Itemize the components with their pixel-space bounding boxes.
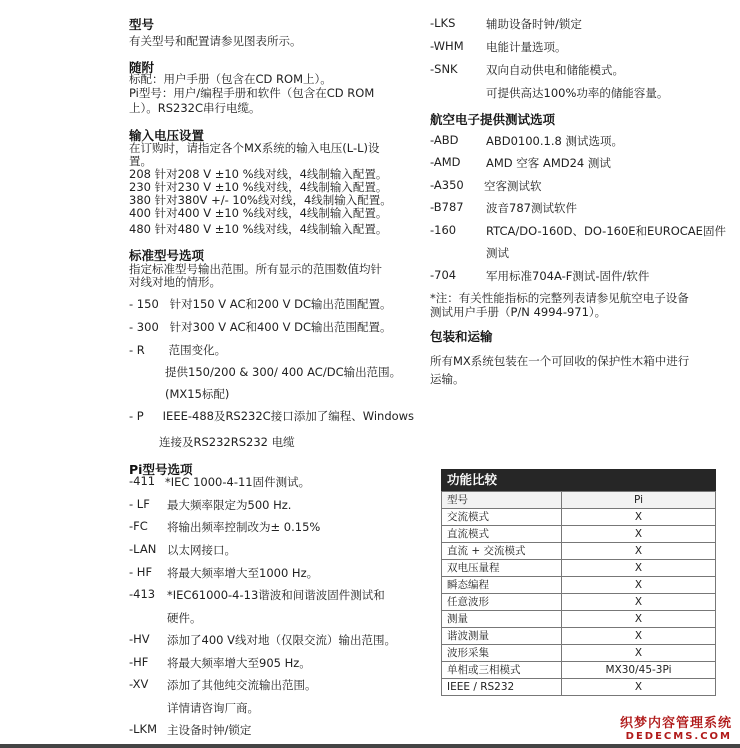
accessories-line-1: 标配：用户手册（包含在CD ROM上）。 bbox=[129, 72, 332, 86]
table-row bbox=[442, 679, 716, 696]
option-text: AMD 空客 AMD24 测试 bbox=[486, 156, 611, 170]
table-row bbox=[442, 543, 716, 560]
option-text: *IEC 1000-4-11固件测试。 bbox=[165, 475, 311, 489]
option-text: 将输出频率控制改为± 0.15% bbox=[167, 520, 321, 534]
watermark-line-1: 织梦内容管理系统 bbox=[619, 716, 732, 731]
table-row bbox=[442, 526, 716, 543]
pi-value-cell: X bbox=[562, 628, 716, 645]
feature-cell: 测量 bbox=[442, 611, 562, 628]
avionics-note-1: *注：有关性能指标的完整列表请参见航空电子设备 bbox=[430, 291, 689, 305]
pi-option-xv-detail: 详情请咨询厂商。 bbox=[167, 701, 259, 715]
pi-option-hv bbox=[129, 632, 396, 647]
pi-value-cell: X bbox=[562, 577, 716, 594]
pi-value-cell: X bbox=[562, 526, 716, 543]
option-text: 主设备时钟/锁定 bbox=[167, 723, 252, 737]
model-text: 有关型号和配置请参见图表所示。 bbox=[129, 34, 302, 48]
comparison-title: 功能比较 bbox=[441, 469, 716, 491]
option-text: *IEC61000-4-13谐波和间谐波固件测试和 bbox=[167, 588, 385, 602]
option-code: -413 bbox=[129, 587, 156, 601]
option-code: -WHM bbox=[430, 39, 464, 53]
option-code: -160 bbox=[430, 223, 457, 237]
feature-cell: 单相或三相模式 bbox=[442, 662, 562, 679]
option-code: - HF bbox=[129, 565, 153, 579]
input-voltage-line-2: 置。 bbox=[129, 154, 152, 168]
option-code: -LAN bbox=[129, 542, 157, 556]
option-text: 双向自动供电和储能模式。 bbox=[486, 63, 624, 77]
avionics-option-704 bbox=[430, 268, 650, 283]
feature-cell: 双电压量程 bbox=[442, 560, 562, 577]
comparison-grid bbox=[441, 491, 716, 696]
voltage-option-208: 208 针对208 V ±10 %线对线，4线制输入配置。 bbox=[129, 167, 388, 181]
avionics-option-b787 bbox=[430, 200, 577, 215]
packaging-line-2: 运输。 bbox=[430, 372, 465, 386]
header-cell-model: 型号 bbox=[442, 492, 562, 509]
standard-options-intro-1: 指定标准型号输出范围。所有显示的范围数值均针 bbox=[129, 262, 382, 276]
option-snk bbox=[430, 62, 624, 77]
option-code: -SNK bbox=[430, 62, 458, 76]
option-text: IEEE-488及RS232C接口添加了编程、Windows bbox=[162, 409, 415, 423]
pi-value-cell: X bbox=[562, 509, 716, 526]
pi-value-cell: X bbox=[562, 645, 716, 662]
standard-options-intro-2: 对线对地的情形。 bbox=[129, 275, 221, 289]
option-code: -704 bbox=[430, 268, 457, 282]
table-row bbox=[442, 577, 716, 594]
option-text: 将最大频率增大至1000 Hz。 bbox=[167, 566, 319, 580]
option-code: -HV bbox=[129, 632, 150, 646]
option-text: 波音787测试软件 bbox=[486, 201, 577, 215]
avionics-note-2: 测试用户手册（P/N 4994-971）。 bbox=[430, 305, 607, 319]
table-header-row bbox=[442, 492, 716, 509]
pi-value-cell: MX30/45-3Pi bbox=[562, 662, 716, 679]
option-lks bbox=[430, 16, 582, 31]
voltage-option-480: 480 针对480 V ±10 %线对线，4线制输入配置。 bbox=[129, 222, 388, 236]
input-voltage-line-1: 在订购时，请指定各个MX系统的输入电压(L-L)设 bbox=[129, 141, 380, 155]
option-text: ABD0100.1.8 测试选项。 bbox=[486, 134, 623, 148]
option-whm bbox=[430, 39, 567, 54]
standard-option-300: - 300 针对300 V AC和400 V DC输出范围配置。 bbox=[129, 320, 392, 334]
option-text: 空客测试软 bbox=[484, 179, 542, 193]
table-row bbox=[442, 645, 716, 662]
feature-cell: 直流 + 交流模式 bbox=[442, 543, 562, 560]
standard-option-r: - R 范围变化。 bbox=[129, 343, 227, 357]
avionics-option-a350 bbox=[430, 178, 542, 193]
table-row bbox=[442, 509, 716, 526]
pi-option-411 bbox=[129, 474, 311, 489]
option-text: 添加了400 V线对地（仅限交流）输出范围。 bbox=[167, 633, 396, 647]
pi-option-lkm bbox=[129, 722, 252, 737]
feature-cell: 直流模式 bbox=[442, 526, 562, 543]
standard-option-150: - 150 针对150 V AC和200 V DC输出范围配置。 bbox=[129, 297, 392, 311]
bottom-border bbox=[0, 744, 740, 748]
avionics-option-amd bbox=[430, 155, 611, 170]
option-code: -B787 bbox=[430, 200, 464, 214]
voltage-option-230: 230 针对230 V ±10 %线对线，4线制输入配置。 bbox=[129, 180, 388, 194]
table-row bbox=[442, 594, 716, 611]
table-row bbox=[442, 628, 716, 645]
option-code: -LKS bbox=[430, 16, 456, 30]
pi-option-413 bbox=[129, 587, 385, 602]
pi-value-cell: X bbox=[562, 560, 716, 577]
feature-cell: 谐波测量 bbox=[442, 628, 562, 645]
feature-cell: 波形采集 bbox=[442, 645, 562, 662]
avionics-option-abd bbox=[430, 133, 623, 148]
feature-cell: 瞬态编程 bbox=[442, 577, 562, 594]
option-text: 电能计量选项。 bbox=[486, 40, 567, 54]
pi-value-cell: X bbox=[562, 543, 716, 560]
pi-option-lan bbox=[129, 542, 236, 557]
table-row bbox=[442, 560, 716, 577]
pi-options-heading: Pi型号选项 bbox=[129, 462, 193, 477]
option-text: 以太网接口。 bbox=[167, 543, 236, 557]
option-code: -AMD bbox=[430, 155, 461, 169]
pi-option-fc bbox=[129, 519, 321, 534]
option-text: 军用标准704A-F测试-固件/软件 bbox=[486, 269, 650, 283]
pi-option-lf bbox=[129, 497, 292, 512]
pi-value-cell: X bbox=[562, 611, 716, 628]
feature-cell: 交流模式 bbox=[442, 509, 562, 526]
pi-value-cell: X bbox=[562, 679, 716, 696]
option-text: 范围变化。 bbox=[168, 343, 227, 357]
accessories-heading: 随附 bbox=[129, 60, 155, 75]
feature-comparison-table bbox=[441, 469, 716, 696]
option-text: 最大频率限定为500 Hz. bbox=[167, 498, 292, 512]
option-text: RTCA/DO-160D、DO-160E和EUROCAE固件 bbox=[486, 224, 726, 238]
accessories-line-3: 上）。RS232C串行电缆。 bbox=[129, 101, 261, 115]
avionics-heading: 航空电子提供测试选项 bbox=[430, 112, 556, 127]
watermark bbox=[620, 712, 732, 742]
option-snk-detail: 可提供高达100%功率的储能容量。 bbox=[486, 86, 669, 100]
voltage-option-400: 400 针对400 V ±10 %线对线，4线制输入配置。 bbox=[129, 206, 388, 220]
standard-option-p: - P IEEE-488及RS232C接口添加了编程、Windows bbox=[129, 409, 415, 423]
table-row bbox=[442, 662, 716, 679]
option-code: -FC bbox=[129, 519, 148, 533]
avionics-option-160-detail: 测试 bbox=[486, 246, 509, 260]
option-text: 将最大频率增大至905 Hz。 bbox=[167, 656, 311, 670]
pi-option-hf-1000 bbox=[129, 565, 319, 580]
feature-cell: 任意波形 bbox=[442, 594, 562, 611]
standard-options-heading: 标准型号选项 bbox=[129, 248, 205, 263]
pi-option-413-detail: 硬件。 bbox=[167, 611, 202, 625]
standard-option-r-detail: 提供150/200 & 300/ 400 AC/DC输出范围。 bbox=[165, 365, 402, 379]
input-voltage-heading: 输入电压设置 bbox=[129, 128, 205, 143]
option-code: -A350 bbox=[430, 178, 464, 192]
option-text: 针对300 V AC和400 V DC输出范围配置。 bbox=[169, 320, 392, 334]
option-code: -HF bbox=[129, 655, 149, 669]
accessories-line-2: Pi型号：用户/编程手册和软件（包含在CD ROM bbox=[129, 86, 375, 100]
standard-option-p-detail: 连接及RS232RS232 电缆 bbox=[159, 435, 295, 449]
option-text: 辅助设备时钟/锁定 bbox=[486, 17, 582, 31]
pi-option-xv bbox=[129, 677, 317, 692]
option-code: - LF bbox=[129, 497, 150, 511]
packaging-heading: 包装和运输 bbox=[430, 329, 493, 344]
feature-cell: IEEE / RS232 bbox=[442, 679, 562, 696]
pi-option-hf-905 bbox=[129, 655, 311, 670]
header-cell-pi: Pi bbox=[562, 492, 716, 509]
option-code: -ABD bbox=[430, 133, 459, 147]
option-text: 添加了其他纯交流输出范围。 bbox=[167, 678, 317, 692]
option-code: -LKM bbox=[129, 722, 158, 736]
pi-value-cell: X bbox=[562, 594, 716, 611]
option-code: -XV bbox=[129, 677, 149, 691]
voltage-option-380: 380 针对380V +/- 10%线对线，4线制输入配置。 bbox=[129, 193, 392, 207]
standard-option-r-note: (MX15标配) bbox=[165, 387, 230, 401]
model-heading: 型号 bbox=[129, 17, 155, 32]
watermark-line-2: DEDECMS.COM bbox=[625, 731, 732, 742]
table-row bbox=[442, 611, 716, 628]
avionics-option-160 bbox=[430, 223, 726, 238]
packaging-line-1: 所有MX系统包装在一个可回收的保护性木箱中进行 bbox=[430, 354, 690, 368]
option-text: 针对150 V AC和200 V DC输出范围配置。 bbox=[169, 297, 392, 311]
option-code: -411 bbox=[129, 474, 156, 488]
